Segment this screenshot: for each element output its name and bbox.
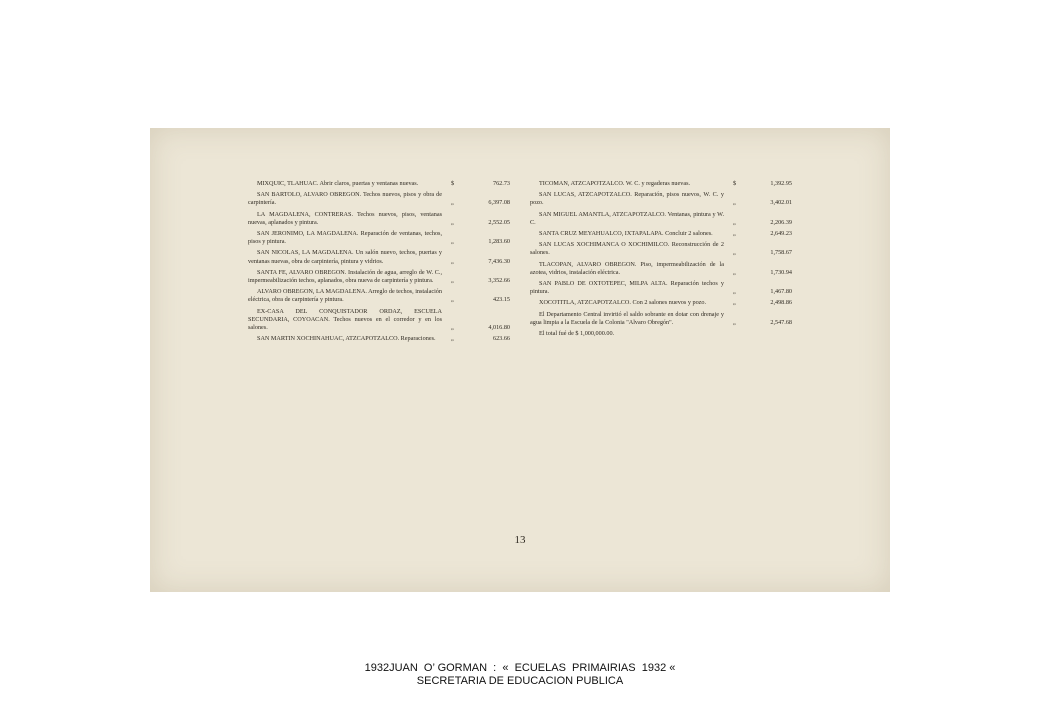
caption xyxy=(0,662,1040,688)
entry-text: SAN MARTIN XOCHINAHUAC, ATZCAPOTZALCO. Reparaciones. xyxy=(257,335,436,343)
entry-currency: $ xyxy=(451,180,455,187)
page-number: 13 xyxy=(514,534,526,546)
entry-currency: „ xyxy=(733,318,736,326)
list-item xyxy=(530,261,792,277)
entry-currency: „ xyxy=(733,288,736,296)
entry-text: El Departamento Central invirtió el saldo sobrante en dotar con drenaje y agua limpia a la Escuela de la Colonia "Alvaro Obregón". xyxy=(530,310,724,326)
entry-currency: „ xyxy=(451,238,454,246)
entry-text: SAN LUCAS XOCHIMANCA O XOCHIMILCO. Reconstrucción de 2 salones. xyxy=(530,241,724,257)
entry-currency: „ xyxy=(451,335,454,343)
entry-text: SAN BARTOLO, ALVARO OBREGON. Techos nuevos, pisos y obra de carpintería. xyxy=(248,191,442,207)
entry-amount: 2,649.23 xyxy=(770,230,792,238)
entry-amount: 1,392.95 xyxy=(770,180,792,187)
entry-amount: 2,206.39 xyxy=(770,218,792,226)
list-item xyxy=(248,249,510,265)
entry-currency: $ xyxy=(733,180,737,187)
entry-amount: 2,547.68 xyxy=(770,318,792,326)
list-item xyxy=(248,230,510,246)
list-item xyxy=(530,211,792,227)
entry-amount: 1,283.60 xyxy=(488,238,510,246)
entry-currency: „ xyxy=(451,257,454,265)
entry-amount: 1,730.94 xyxy=(770,268,792,276)
entry-text: MIXQUIC, TLAHUAC. Abrir claros, puertas y ventanas nuevas. xyxy=(257,180,419,187)
entry-amount: 3,352.66 xyxy=(488,277,510,285)
entry-currency: „ xyxy=(733,218,736,226)
entry-text: SANTA CRUZ MEYAHUALCO, IXTAPALAPA. Concluir 2 salones. xyxy=(539,230,713,238)
entry-amount: 7,436.30 xyxy=(488,257,510,265)
entry-text: TICOMAN, ATZCAPOTZALCO. W. C. y regaderas nuevas. xyxy=(539,180,691,187)
scanned-page xyxy=(150,128,890,592)
entry-text: TLACOPAN, ALVARO OBREGON. Piso, impermeabilización de la azotea, vidrios, instalación eléctrica. xyxy=(530,260,724,276)
entry-amount: 2,498.86 xyxy=(770,299,792,307)
entry-amount: 3,402.01 xyxy=(770,199,792,207)
left-column xyxy=(248,180,510,346)
entry-currency: „ xyxy=(733,230,736,238)
entry-text: ALVARO OBREGON, LA MAGDALENA. Arreglo de techos, instalación eléctrica, obra de carpintería y pintura. xyxy=(248,288,442,304)
entry-text: SAN NICOLAS, LA MAGDALENA. Un salón nuevo, techos, puertas y ventanas nuevas, obra de carpintería, pintura y vidrios. xyxy=(248,249,442,265)
list-item xyxy=(530,241,792,257)
list-item xyxy=(248,269,510,285)
entry-amount: 1,467.80 xyxy=(770,288,792,296)
list-item xyxy=(248,180,510,188)
list-item xyxy=(248,308,510,333)
entry-amount: 6,397.08 xyxy=(488,199,510,207)
entry-currency: „ xyxy=(451,324,454,332)
entry-currency: „ xyxy=(733,299,736,307)
list-item xyxy=(530,280,792,296)
entry-text: XOCOTITLA, ATZCAPOTZALCO. Con 2 salones nuevos y pozo. xyxy=(539,299,707,307)
list-item xyxy=(248,211,510,227)
entry-text: SAN LUCAS, ATZCAPOTZALCO. Reparación, pisos nuevos, W. C. y pozo. xyxy=(530,191,724,207)
list-item xyxy=(530,230,792,238)
entry-currency: „ xyxy=(733,249,736,257)
entry-currency: „ xyxy=(451,296,454,304)
list-item xyxy=(248,288,510,304)
entry-amount: 423.15 xyxy=(492,296,510,304)
entry-currency: „ xyxy=(451,277,454,285)
total-note: El total fué de $ 1,000,000.00. xyxy=(539,330,615,338)
caption-line-1: 1932JUAN O’ GORMAN : « ECUELAS PRIMAIRIAS 1932 « xyxy=(364,662,676,674)
entry-currency: „ xyxy=(451,199,454,207)
list-item xyxy=(530,180,792,188)
entry-amount: 762.73 xyxy=(492,180,510,187)
entry-currency: „ xyxy=(733,199,736,207)
entry-currency: „ xyxy=(733,268,736,276)
right-column xyxy=(530,180,792,338)
entry-text: LA MAGDALENA, CONTRERAS. Techos nuevos, pisos, ventanas nuevas, aplanados y pintura. xyxy=(248,210,442,226)
list-item xyxy=(530,299,792,307)
entry-amount: 1,758.67 xyxy=(770,249,792,257)
caption-line-2: SECRETARIA DE EDUCACION PUBLICA xyxy=(416,675,624,687)
list-item xyxy=(248,335,510,343)
entry-text: SAN JERONIMO, LA MAGDALENA. Reparación de ventanas, techos, pisos y pintura. xyxy=(248,230,442,246)
entry-text: SAN MIGUEL AMANTLA, ATZCAPOTZALCO. Ventanas, pintura y W. C. xyxy=(530,210,724,226)
list-item xyxy=(530,311,792,327)
entry-currency: „ xyxy=(451,218,454,226)
entry-text: SANTA FE, ALVARO OBREGON. Instalación de agua, arreglo de W. C., impermeabilización techos, aplanados, obra nueva de carpintería y pintura. xyxy=(248,268,442,285)
list-item xyxy=(530,191,792,207)
entry-amount: 4,016.80 xyxy=(488,324,510,332)
entry-text: EX-CASA DEL CONQUISTADOR ORDAZ, ESCUELA SECUNDARIA, COYOACAN. Techos nuevos en el corredor y en los salones. xyxy=(248,307,442,332)
entry-amount: 623.66 xyxy=(492,335,510,343)
entry-text: SAN PABLO DE OXTOTEPEC, MILPA ALTA. Reparación techos y pintura. xyxy=(530,280,724,296)
list-item xyxy=(248,191,510,207)
entry-amount: 2,552.05 xyxy=(488,218,510,226)
